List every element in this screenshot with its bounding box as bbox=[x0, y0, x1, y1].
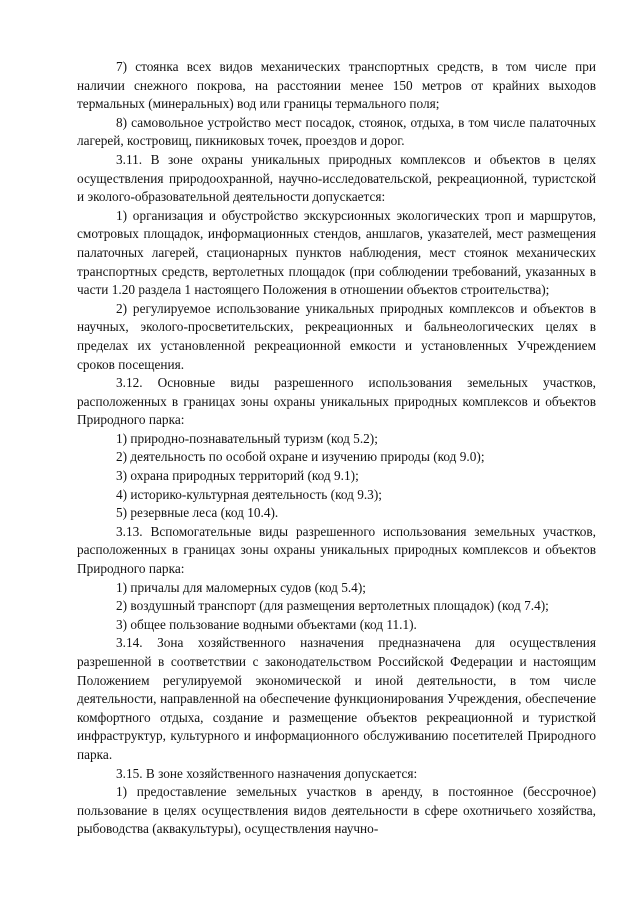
paragraph-3-11-item-2: 2) регулируемое использование уникальных природных комплексов и объектов в научных, эколого-просветительских, рекреационных и бальнеологических целях в пределах их установленной рекреационной емкости и установленных Учреждением сроков посещения. bbox=[77, 300, 596, 372]
paragraph-3-15-item-1: 1) предоставление земельных участков в аренду, в постоянное (бессрочное) пользование в целях осуществления видов деятельности в сфере охотничьего хозяйства, рыбоводства (аквакультуры), осуществления научно- bbox=[77, 784, 596, 837]
paragraph-section-3-12: 3.12. Основные виды разрешенного использования земельных участков, расположенных в границах зоны охраны уникальных природных комплексов и объектов Природного парка: bbox=[77, 375, 596, 428]
paragraph-section-3-11: 3.11. В зоне охраны уникальных природных комплексов и объектов в целях осуществления природоохранной, научно-исследовательской, рекреационной, туристской и эколого-образовательной деятельности допускается: bbox=[77, 151, 596, 205]
paragraph-3-11-item-1: 1) организация и обустройство экскурсионных экологических троп и маршрутов, смотровых площадок, информационных стендов, аншлагов, указателей, мест размещения палаточных лагерей, стационарных пунктов наблюдения, мест стоянок механических транспортных средств, вертолетных площадок (при соблюдении требований, указанных в части 1.20 раздела 1 настоящего Положения в отношении объектов строительства); bbox=[77, 207, 596, 298]
paragraph-3-13-item-1: 1) причалы для маломерных судов (код 5.4); bbox=[116, 579, 366, 595]
paragraph-3-12-item-2: 2) деятельность по особой охране и изучению природы (код 9.0); bbox=[116, 449, 485, 465]
paragraph-3-13-item-3: 3) общее пользование водными объектами (код 11.1). bbox=[116, 616, 417, 632]
paragraph-3-12-item-5: 5) резервные леса (код 10.4). bbox=[116, 505, 279, 521]
paragraph-3-12-item-3: 3) охрана природных территорий (код 9.1); bbox=[116, 468, 359, 484]
paragraph-item-8: 8) самовольное устройство мест посадок, стоянок, отдыха, в том числе палаточных лагерей, костровищ, пикниковых точек, проездов и дорог. bbox=[77, 114, 596, 149]
document-body bbox=[77, 58, 596, 839]
paragraph-3-13-item-2: 2) воздушный транспорт (для размещения вертолетных площадок) (код 7.4); bbox=[116, 598, 549, 614]
paragraph-section-3-15: 3.15. В зоне хозяйственного назначения допускается: bbox=[116, 765, 418, 781]
paragraph-item-7: 7) стоянка всех видов механических транспортных средств, в том числе при наличии снежного покрова, на расстоянии менее 150 метров от крайних выходов термальных (минеральных) вод или границы термального поля; bbox=[77, 59, 596, 112]
paragraph-3-12-item-1: 1) природно-познавательный туризм (код 5.2); bbox=[116, 430, 378, 446]
paragraph-3-12-item-4: 4) историко-культурная деятельность (код 9.3); bbox=[116, 486, 382, 502]
paragraph-section-3-14: 3.14. Зона хозяйственного назначения предназначена для осуществления разрешенной в соответствии с законодательством Российской Федерации и настоящим Положением регулируемой экономической и иной деятельности, в том числе деятельности, направленной на обеспечение функционирования Учреждения, обеспечение комфортного отдыха, создание и размещение объектов рекреационной и туристкой инфраструктур, культурного и информационного обслуживанию посетителей Природного парка. bbox=[77, 635, 596, 762]
paragraph-section-3-13: 3.13. Вспомогательные виды разрешенного использования земельных участков, расположенных в границах зоны охраны уникальных природных комплексов и объектов Природного парка: bbox=[77, 523, 596, 577]
